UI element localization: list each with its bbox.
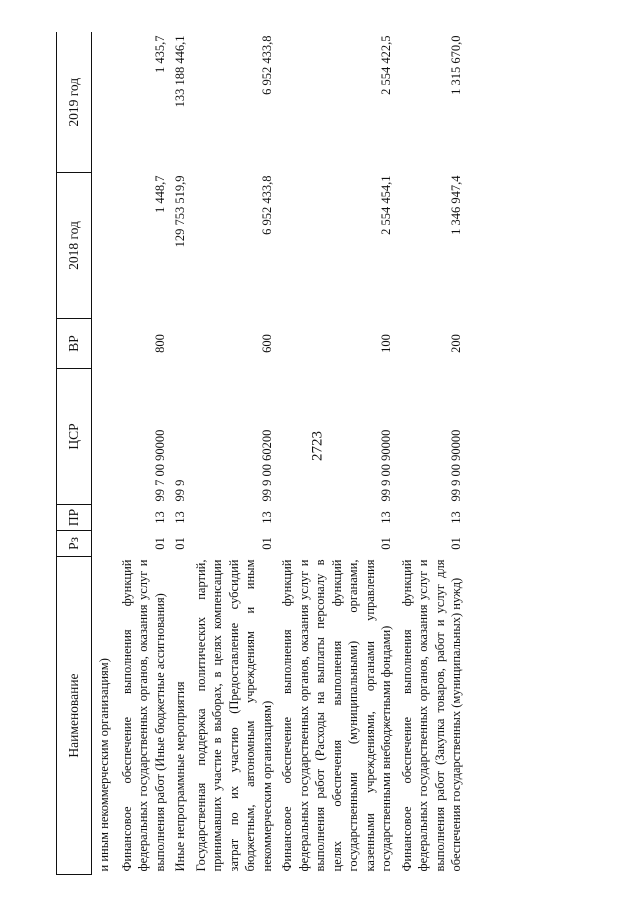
- row-2019: 133 188 446,1: [173, 35, 187, 108]
- table-row: [92, 33, 119, 875]
- header-name: Наименование: [57, 557, 92, 875]
- row-pr: 13: [173, 511, 187, 524]
- row-2018: 2 554 454,1: [379, 175, 393, 235]
- row-csr: 99 9: [173, 479, 187, 502]
- row-csr: 99 9 00 60200: [259, 429, 274, 502]
- row-2018: 6 952 433,8: [259, 175, 274, 235]
- row-name: Государственная поддержка политических партий, принимавших участие в выборах, в целях компенсации затрат по их участию (Предоставление субсидий бюджетным, автономным учреждениям и иным некоммерческим организациям): [193, 559, 274, 872]
- row-rz: 01: [449, 537, 463, 550]
- header-vr: ВР: [57, 319, 92, 369]
- row-2019: 1 435,7: [152, 35, 167, 73]
- row-csr: [92, 369, 119, 505]
- row-2018: 129 753 519,9: [173, 175, 187, 248]
- row-vr: [92, 319, 119, 369]
- row-csr: 99 7 00 90000: [152, 429, 167, 502]
- budget-table: [56, 33, 469, 876]
- row-vr: 100: [379, 334, 393, 353]
- page-number: 2723: [309, 431, 326, 461]
- header-2019: 2019 год: [57, 33, 92, 173]
- row-rz: [92, 531, 119, 557]
- table-container: [56, 33, 600, 875]
- table-row: [399, 33, 469, 875]
- table-row: [119, 33, 173, 875]
- table-header-row: [57, 33, 92, 875]
- row-csr: 99 9 00 90000: [449, 429, 463, 502]
- row-name: Финансовое обеспечение выполнения функций федеральных государственных органов, оказания услуг и выполнения работ (Расходы на выплаты персоналу в целях обеспечения выполнения функций государственными (муниципальными) органами, казенными учреждениями, органами управления государственными внебюджетными фондами): [280, 559, 393, 872]
- row-2018: 1 346 947,4: [449, 175, 463, 235]
- row-rz: 01: [379, 537, 393, 550]
- row-vr: 200: [449, 334, 463, 353]
- row-pr: 13: [449, 511, 463, 524]
- row-2018: 1 448,7: [152, 175, 167, 213]
- row-pr: 13: [152, 511, 167, 524]
- row-rz: 01: [259, 537, 274, 550]
- row-pr: 13: [379, 511, 393, 524]
- row-name: Финансовое обеспечение выполнения функций федеральных государственных органов, оказания услуг и выполнения работ (Иные бюджетные ассигнования): [119, 559, 167, 872]
- row-pr: 13: [259, 511, 274, 524]
- header-rz: Рз: [57, 531, 92, 557]
- table-row: [279, 33, 399, 875]
- row-2019: 6 952 433,8: [259, 35, 274, 95]
- header-pr: ПР: [57, 505, 92, 531]
- row-2019: [92, 33, 119, 173]
- row-vr: 600: [259, 334, 274, 353]
- row-csr: 99 9 00 90000: [379, 429, 393, 502]
- table-row: [172, 33, 193, 875]
- row-name: и иным некоммерческим организациям): [97, 658, 111, 872]
- row-pr: [92, 505, 119, 531]
- row-vr: [172, 319, 193, 369]
- row-rz: 01: [173, 537, 187, 550]
- row-name: Финансовое обеспечение выполнения функций федеральных государственных органов, оказания услуг и выполнения работ (Закупка товаров, работ и услуг для обеспечения государственных (муниципальных) нужд): [399, 559, 463, 872]
- header-csr: ЦСР: [57, 369, 92, 505]
- row-vr: 800: [152, 334, 167, 353]
- table-row: [193, 33, 280, 875]
- row-name: Иные непрограммные мероприятия: [173, 681, 187, 872]
- row-rz: 01: [152, 537, 167, 550]
- header-2018: 2018 год: [57, 173, 92, 319]
- row-2019: 1 315 670,0: [449, 35, 463, 95]
- row-2018: [92, 173, 119, 319]
- row-2019: 2 554 422,5: [379, 35, 393, 95]
